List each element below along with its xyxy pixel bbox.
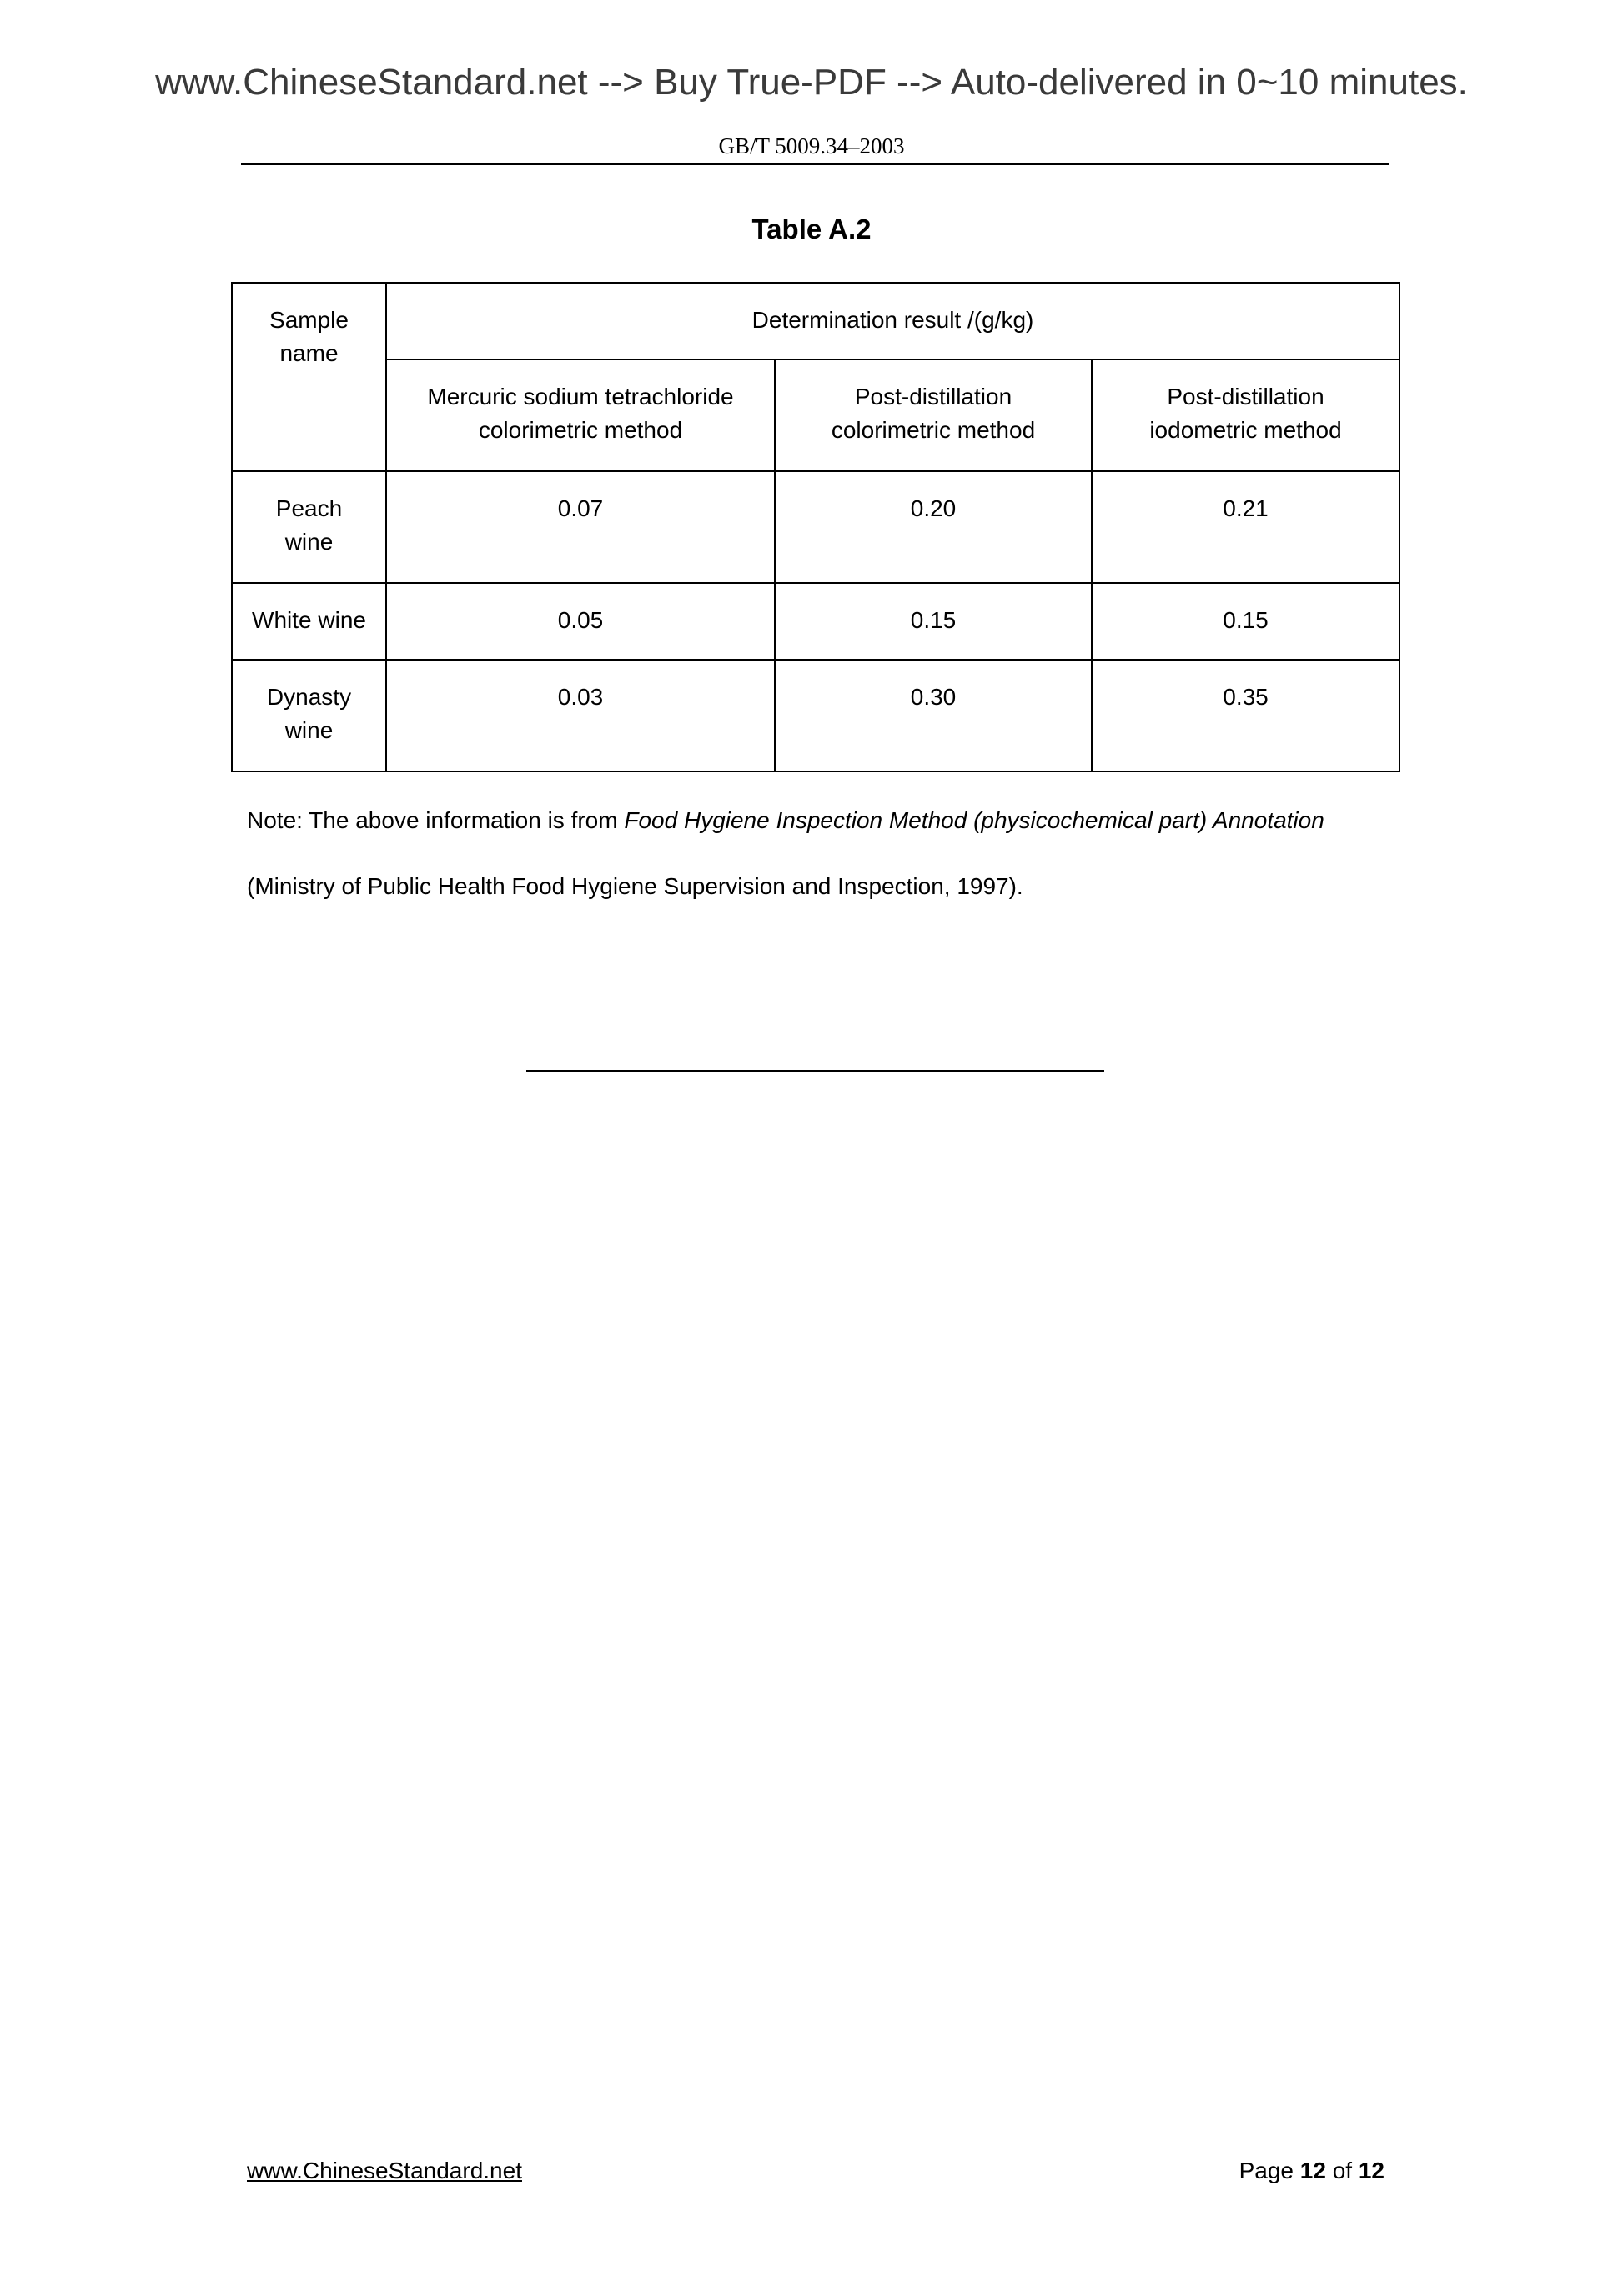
table-note	[247, 804, 1398, 837]
table-row	[232, 583, 1399, 660]
value-cell: 0.21	[1092, 471, 1399, 583]
value-cell: 0.05	[386, 583, 775, 660]
value-cell: 0.15	[775, 583, 1092, 660]
value-cell: 0.07	[386, 471, 775, 583]
page-current: 12	[1299, 2158, 1326, 2183]
value-cell: 0.03	[386, 660, 775, 771]
value-cell: 0.15	[1092, 583, 1399, 660]
results-table	[231, 282, 1400, 772]
method-header-mercuric: Mercuric sodium tetrachloride colorimetric method	[386, 359, 775, 471]
document-code: GB/T 5009.34–2003	[718, 133, 905, 158]
note-prefix: Note: The above information is from	[247, 807, 625, 833]
table-row	[232, 471, 1399, 583]
footer-website-link[interactable]: www.ChineseStandard.net	[247, 2158, 522, 2183]
note-source-line: (Ministry of Public Health Food Hygiene Supervision and Inspection, 1997).	[247, 873, 1023, 899]
table-title: Table A.2	[751, 214, 872, 244]
sample-name-cell: White wine	[232, 583, 386, 660]
header-divider	[241, 163, 1389, 165]
page-total: 12	[1358, 2158, 1384, 2183]
note-source-title: Food Hygiene Inspection Method (physicochemical part) Annotation	[624, 807, 1324, 833]
page-of: of	[1332, 2158, 1353, 2183]
site-banner[interactable]: www.ChineseStandard.net --> Buy True-PDF --> Auto-delivered in 0~10 minutes.	[155, 62, 1468, 103]
sample-name-cell: Peach wine	[232, 471, 386, 583]
table-header-row	[232, 283, 1399, 359]
value-cell: 0.35	[1092, 660, 1399, 771]
page-number	[1239, 2158, 1384, 2184]
end-of-document-rule	[526, 1070, 1104, 1072]
determination-result-header: Determination result /(g/kg)	[386, 283, 1399, 359]
value-cell: 0.20	[775, 471, 1092, 583]
method-header-post-distillation-colorimetric: Post-distillation colorimetric method	[775, 359, 1092, 471]
table-row	[232, 660, 1399, 771]
method-header-row	[232, 359, 1399, 471]
sample-name-header: Sample name	[232, 283, 386, 471]
page-word: Page	[1239, 2158, 1294, 2183]
sample-name-cell: Dynasty wine	[232, 660, 386, 771]
method-header-post-distillation-iodometric: Post-distillation iodometric method	[1092, 359, 1399, 471]
value-cell: 0.30	[775, 660, 1092, 771]
